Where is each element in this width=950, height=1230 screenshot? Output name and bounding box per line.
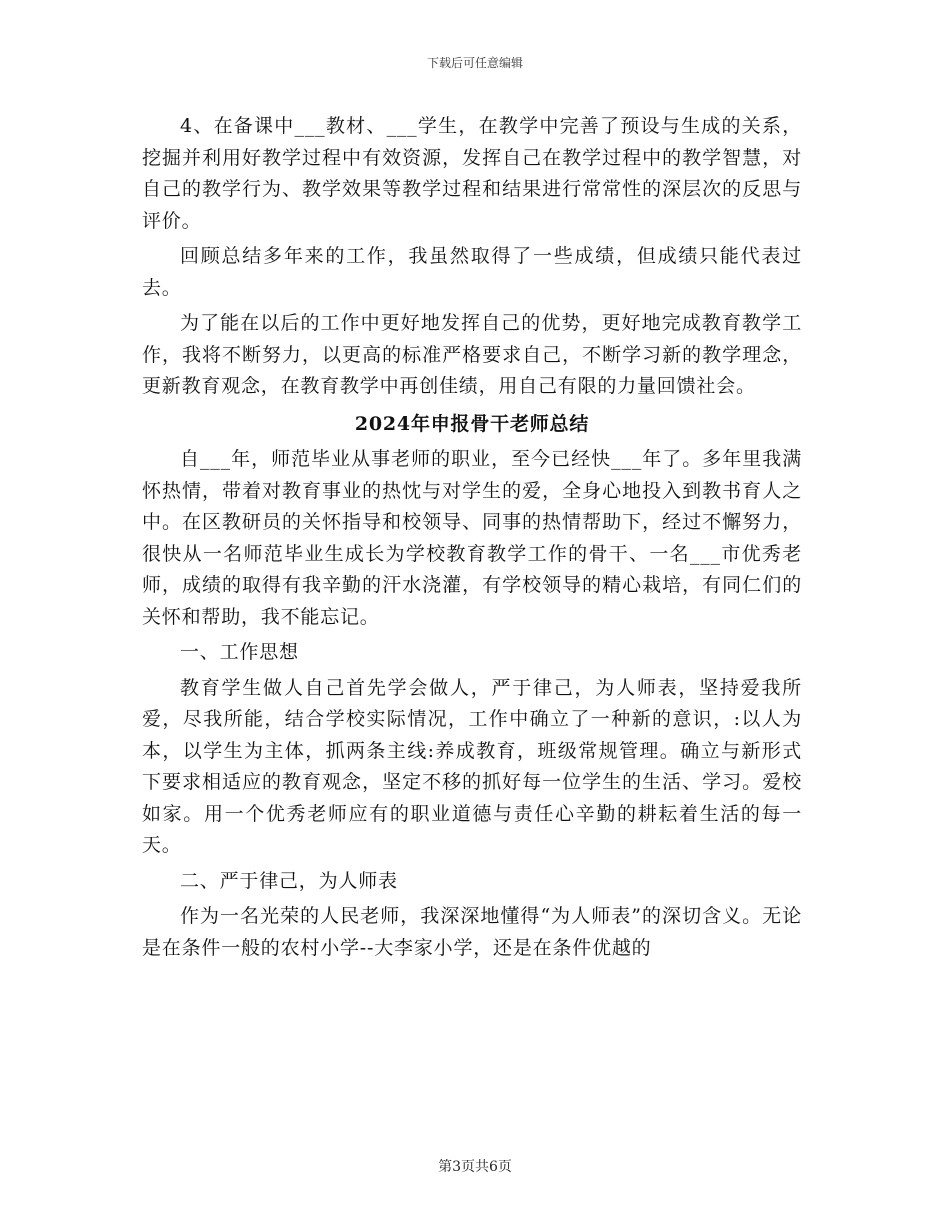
header-note: 下载后可任意编辑 — [426, 56, 523, 70]
heading-work-thoughts: 一、工作思想 — [180, 641, 299, 663]
heading-self-discipline: 二、严于律己，为人师表 — [180, 869, 398, 892]
paragraph-review: 回顾总结多年来的工作，我虽然取得了一些成绩，但成绩只能代表过去。 — [142, 245, 802, 299]
paragraph-role-model: 作为一名光荣的人民老师，我深深地懂得“为人师表”的深切含义。无论是在条件一般的农村小学--大李家小学，还是在条件优越的 — [142, 905, 802, 959]
document-body — [142, 111, 802, 964]
section-title: 2024年申报骨干老师总结 — [354, 412, 590, 435]
page-indicator: 第3页共6页 — [438, 1159, 512, 1175]
paragraph-lesson-prep: 4、在备课中___教材、___学生，在教学中完善了预设与生成的关系，挖掘并利用好教学过程中有效资源，发挥自己在教学过程中的教学智慧，对自己的教学行为、教学效果等教学过程和结果进行常常性的深层次的反思与评价。 — [142, 115, 802, 232]
paragraph-intro: 自___年，师范毕业从事老师的职业，至今已经快___年了。多年里我满怀热情，带着对教育事业的热忱与对学生的爱，全身心地投入到教书育人之中。在区教研员的关怀指导和校领导、同事的热情帮助下，经过不懈努力，很快从一名师范毕业生成长为学校教育教学工作的骨干、一名___市优秀老师，成绩的取得有我辛勤的汗水浇灌，有学校领导的精心栽培，有同仁们的关怀和帮助，我不能忘记。 — [142, 448, 802, 628]
paragraph-work-thoughts: 教育学生做人自己首先学会做人，严于律己，为人师表，坚持爱我所爱，尽我所能，结合学校实际情况，工作中确立了一种新的意识，:以人为本，以学生为主体，抓两条主线:养成教育，班级常规管理。确立与新形式下要求相适应的教育观念，坚定不移的抓好每一位学生的生活、学习。爱校如家。用一个优秀老师应有的职业道德与责任心辛勤的耕耘着生活的每一天。 — [142, 676, 802, 856]
paragraph-future-goals: 为了能在以后的工作中更好地发挥自己的优势，更好地完成教育教学工作，我将不断努力，以更高的标准严格要求自己，不断学习新的教学理念，更新教育观念，在教育教学中再创佳绩，用自己有限的力量回馈社会。 — [142, 312, 802, 397]
